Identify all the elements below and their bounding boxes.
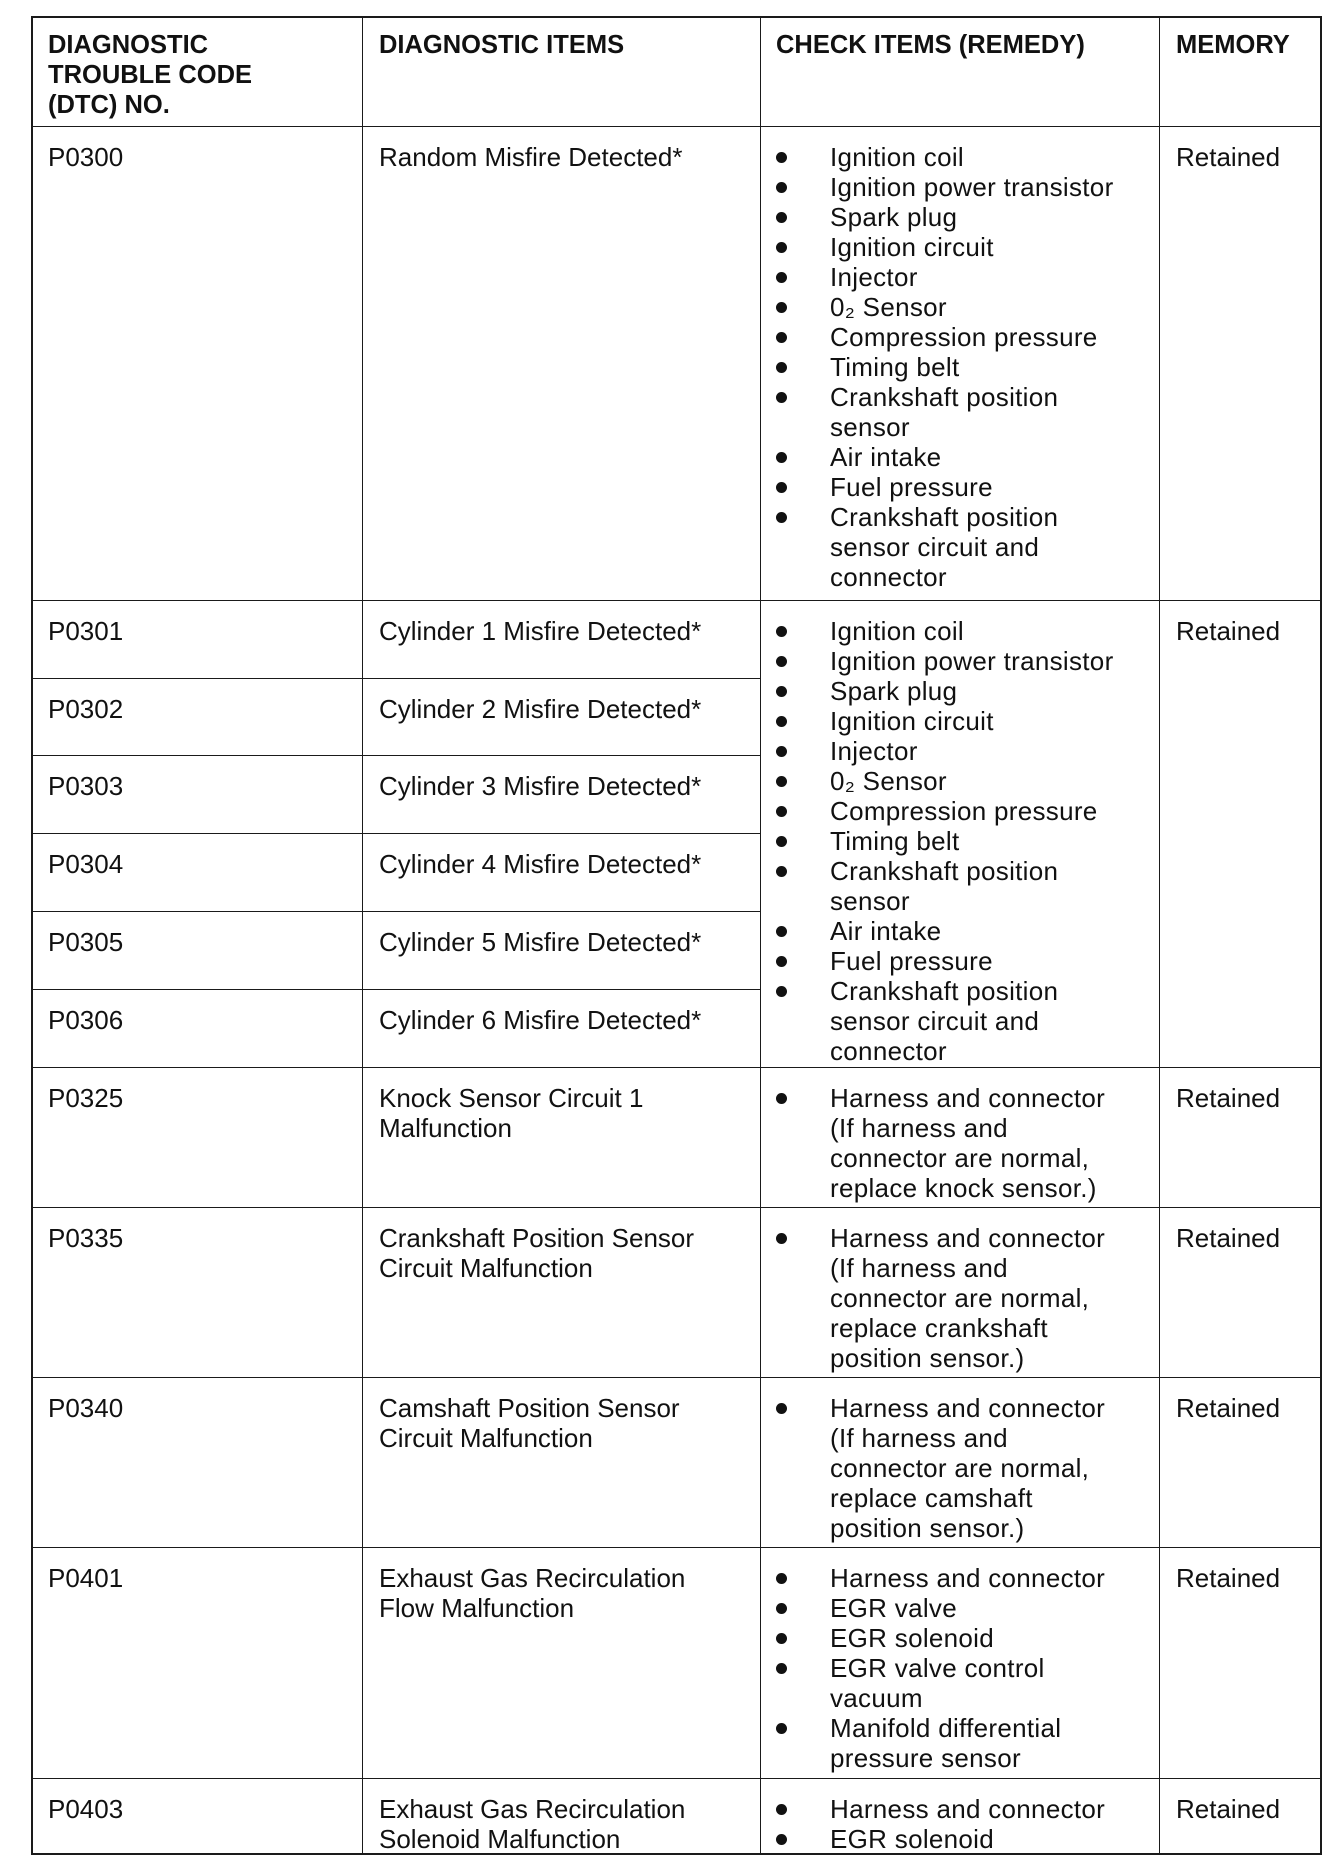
diagnostic-item [379,1005,701,1035]
text-line: connector [830,1036,947,1066]
header-memory: MEMORY [1176,31,1290,59]
text-line: Injector [830,736,918,766]
text-line: (If harness and [830,1253,1008,1283]
text-line: position sensor.) [830,1513,1025,1543]
text-line: Fuel pressure [830,472,993,502]
text-line: Circuit Malfunction [379,1423,593,1453]
text-line: Cylinder 6 Misfire Detected* [379,1005,702,1035]
diagnostic-item [379,1794,685,1854]
check-item [760,1083,1159,1203]
row-divider [33,1377,1320,1378]
check-list [760,1794,1159,1854]
text-line: vacuum [830,1683,923,1713]
diagnostic-item [379,771,701,801]
check-list [760,142,1159,592]
check-item [760,292,1159,322]
text-line: Timing belt [830,352,960,382]
check-item [760,1713,1159,1773]
check-item [760,1593,1159,1623]
text-line: Spark plug [830,676,958,706]
check-item [760,826,1159,856]
header-dtc-line: TROUBLE CODE [48,61,252,89]
check-item [760,1563,1159,1593]
text-line: Crankshaft Position Sensor [379,1223,695,1253]
check-list [760,1563,1159,1773]
dtc-code: P0301 [48,616,124,646]
check-item [760,736,1159,766]
check-item [760,616,1159,646]
text-line: Fuel pressure [830,946,993,976]
text-line: Camshaft Position Sensor [379,1393,680,1423]
dtc-code: P0335 [48,1223,124,1253]
check-item [760,502,1159,592]
memory-value: Retained [1176,616,1281,646]
header-check-items: CHECK ITEMS (REMEDY) [776,31,1085,59]
row-divider [33,1547,1320,1548]
check-list [760,1083,1159,1203]
check-item [760,1623,1159,1653]
diagnostic-item [379,1393,680,1453]
check-list [760,1393,1159,1543]
text-line: 0₂ Sensor [830,766,947,796]
check-items-cell [760,1393,1159,1543]
check-item [760,856,1159,916]
row-divider [33,989,760,990]
text-line: Manifold differential [830,1713,1062,1743]
check-items-cell [760,142,1159,592]
dtc-code: P0340 [48,1393,124,1423]
dtc-code: P0401 [48,1563,124,1593]
dtc-code: P0305 [48,927,124,957]
text-line: Solenoid Malfunction [379,1824,621,1854]
text-line: Compression pressure [830,322,1098,352]
header-dtc-line: (DTC) NO. [48,91,170,119]
check-item [760,646,1159,676]
diagnostic-item [379,616,701,646]
row-divider [33,1067,1320,1068]
text-line: Crankshaft position [830,976,1059,1006]
text-line: Harness and connector [830,1223,1106,1253]
check-items-cell [760,1223,1159,1373]
check-item [760,202,1159,232]
diagnostic-item [379,694,701,724]
text-line: connector [830,562,947,592]
text-line: Ignition power transistor [830,646,1114,676]
check-item [760,142,1159,172]
text-line: Injector [830,262,918,292]
memory-value: Retained [1176,142,1281,172]
check-item [760,1393,1159,1543]
check-items-cell [760,1794,1159,1854]
diagnostic-item [379,1563,685,1623]
check-item [760,172,1159,202]
text-line: sensor circuit and [830,1006,1040,1036]
text-line: Cylinder 2 Misfire Detected* [379,694,702,724]
diagnostic-item [379,1223,694,1283]
text-line: Knock Sensor Circuit 1 [379,1083,644,1113]
dtc-code: P0325 [48,1083,124,1113]
text-line: Harness and connector [830,1563,1106,1593]
text-line: Ignition power transistor [830,172,1114,202]
text-line: Compression pressure [830,796,1098,826]
check-item [760,916,1159,946]
text-line: Cylinder 5 Misfire Detected* [379,927,702,957]
row-divider [33,833,760,834]
text-line: Cylinder 4 Misfire Detected* [379,849,702,879]
text-line: Malfunction [379,1113,512,1143]
text-line: (If harness and [830,1423,1008,1453]
row-divider [33,678,760,679]
dtc-code: P0403 [48,1794,124,1824]
check-item [760,382,1159,442]
text-line: Air intake [830,916,942,946]
dtc-code: P0306 [48,1005,124,1035]
text-line: pressure sensor [830,1743,1021,1773]
text-line: Timing belt [830,826,960,856]
text-line: sensor [830,886,910,916]
diagnostic-item [379,1083,643,1143]
header-dtc [48,30,252,120]
row-divider [33,755,760,756]
dtc-code: P0300 [48,142,124,172]
text-line: Crankshaft position [830,502,1059,532]
header-dtc-line: DIAGNOSTIC [48,31,209,59]
text-line: Ignition coil [830,616,964,646]
memory-value: Retained [1176,1223,1281,1253]
text-line: Exhaust Gas Recirculation [379,1794,686,1824]
text-line: Crankshaft position [830,856,1059,886]
text-line: Ignition circuit [830,706,994,736]
text-line: sensor circuit and [830,532,1040,562]
text-line: Cylinder 3 Misfire Detected* [379,771,702,801]
check-item [760,796,1159,826]
check-item [760,322,1159,352]
row-divider [33,600,1320,601]
text-line: Flow Malfunction [379,1593,575,1623]
text-line: Spark plug [830,202,958,232]
check-item [760,232,1159,262]
check-item [760,1223,1159,1373]
row-divider [33,1207,1320,1208]
text-line: position sensor.) [830,1343,1025,1373]
memory-value: Retained [1176,1393,1281,1423]
row-divider [33,1778,1320,1779]
text-line: Random Misfire Detected* [379,142,683,172]
text-line: replace knock sensor.) [830,1173,1097,1203]
check-list [760,1223,1159,1373]
row-divider [33,126,1320,127]
text-line: Harness and connector [830,1393,1106,1423]
text-line: EGR solenoid [830,1623,995,1653]
text-line: EGR valve control [830,1653,1045,1683]
text-line: connector are normal, [830,1453,1090,1483]
row-divider [33,911,760,912]
header-diagnostic-items: DIAGNOSTIC ITEMS [379,31,625,59]
memory-value: Retained [1176,1794,1281,1824]
text-line: replace camshaft [830,1483,1033,1513]
check-item [760,1794,1159,1824]
check-item [760,676,1159,706]
dtc-code: P0303 [48,771,124,801]
diagnostic-item [379,142,682,172]
diagnostic-item [379,849,701,879]
text-line: connector are normal, [830,1283,1090,1313]
memory-value: Retained [1176,1563,1281,1593]
text-line: replace crankshaft [830,1313,1048,1343]
text-line: Ignition coil [830,142,964,172]
check-item [760,472,1159,502]
text-line: Exhaust Gas Recirculation [379,1563,686,1593]
text-line: 0₂ Sensor [830,292,947,322]
check-item [760,706,1159,736]
text-line: Harness and connector [830,1083,1106,1113]
check-items-cell [760,1083,1159,1203]
check-items-cell [760,1563,1159,1773]
check-item [760,262,1159,292]
text-line: Air intake [830,442,942,472]
text-line: Circuit Malfunction [379,1253,593,1283]
text-line: Cylinder 1 Misfire Detected* [379,616,702,646]
text-line: Crankshaft position [830,382,1059,412]
check-item [760,976,1159,1066]
check-items-cell [760,616,1159,1066]
dtc-code: P0302 [48,694,124,724]
check-item [760,766,1159,796]
memory-value: Retained [1176,1083,1281,1113]
check-item [760,442,1159,472]
text-line: EGR valve [830,1593,957,1623]
column-divider [362,18,363,1853]
text-line: Ignition circuit [830,232,994,262]
check-list [760,616,1159,1066]
text-line: sensor [830,412,910,442]
check-item [760,352,1159,382]
check-item [760,946,1159,976]
text-line: connector are normal, [830,1143,1090,1173]
column-divider [1159,18,1160,1853]
text-line: EGR solenoid [830,1824,995,1854]
diagnostic-item [379,927,701,957]
dtc-code: P0304 [48,849,124,879]
text-line: Harness and connector [830,1794,1106,1824]
text-line: (If harness and [830,1113,1008,1143]
check-item [760,1653,1159,1713]
dtc-table [31,16,1322,1855]
check-item [760,1824,1159,1854]
